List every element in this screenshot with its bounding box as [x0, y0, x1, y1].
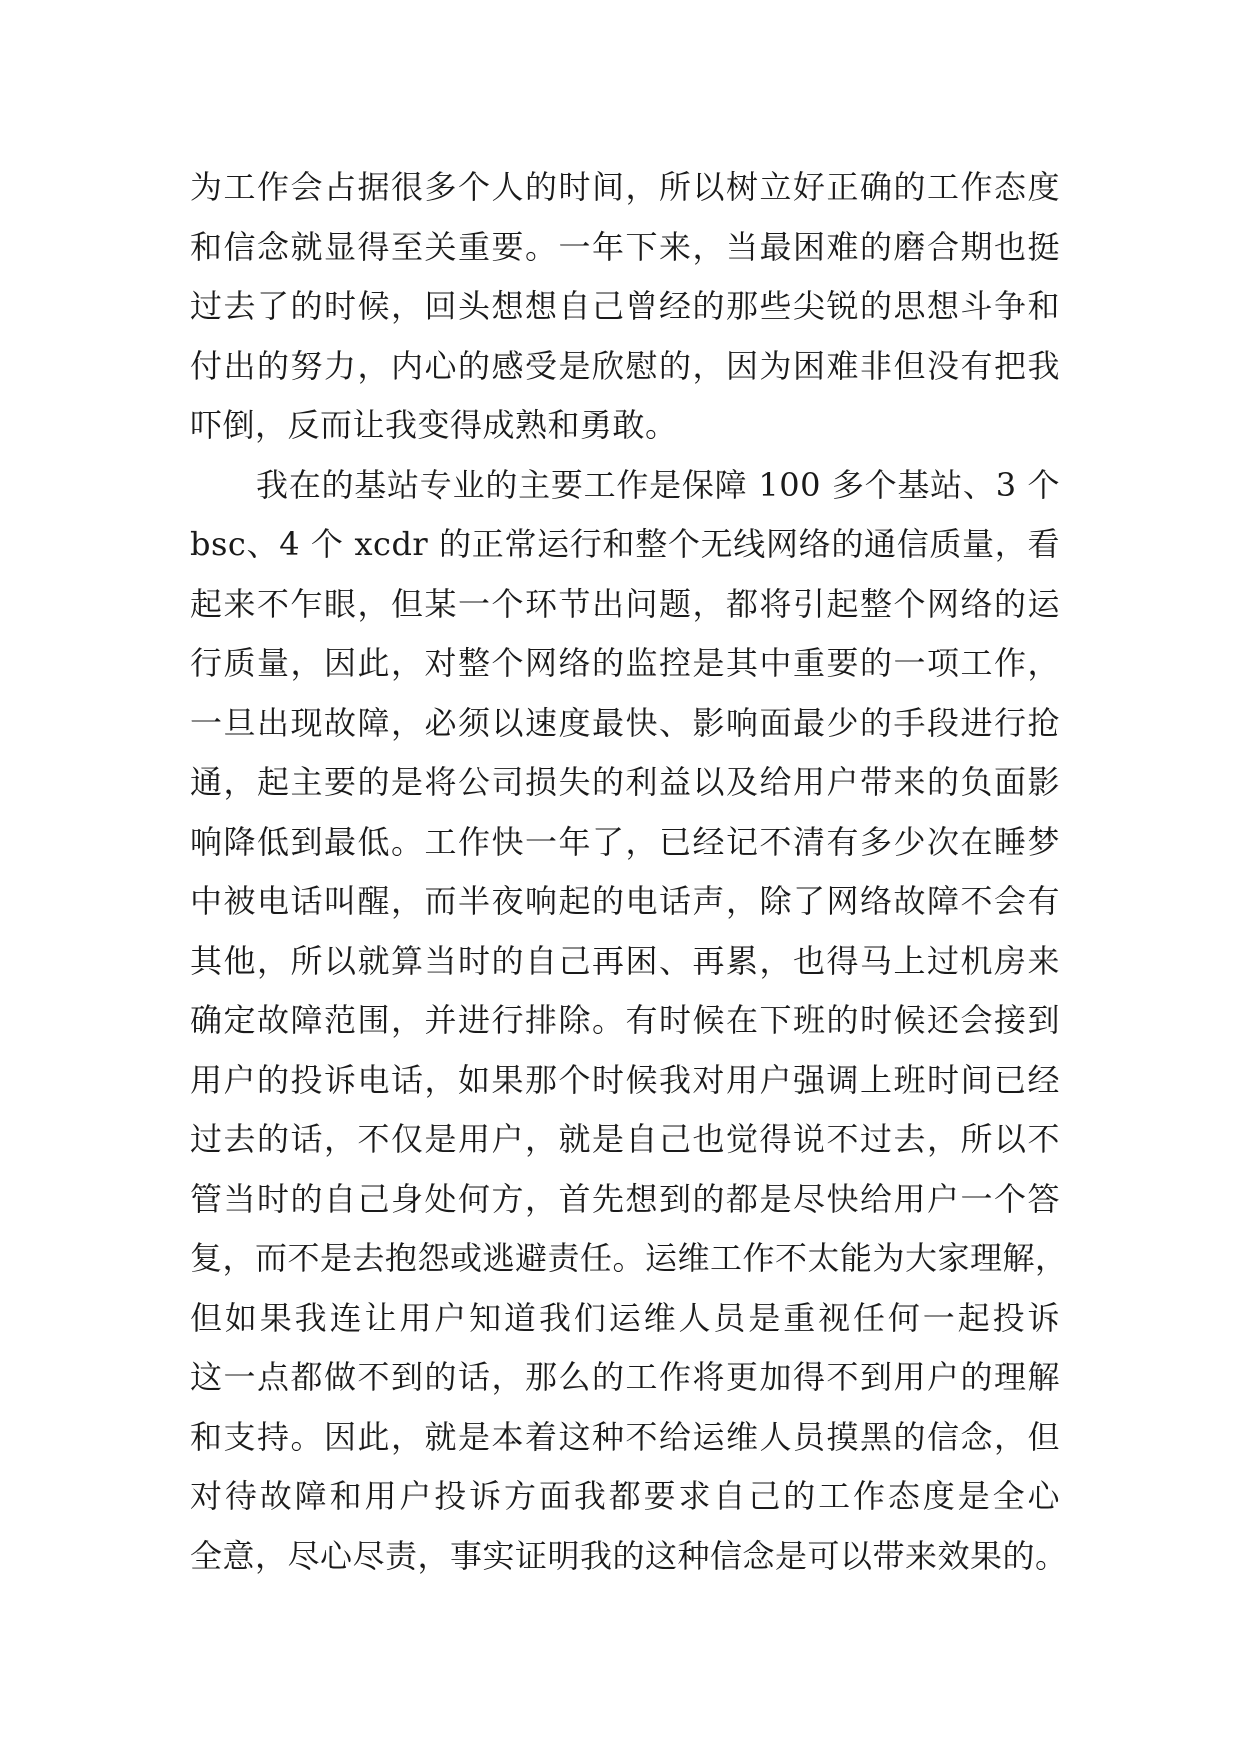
paragraph-end-line: 全意，尽心尽责，事实证明我的这种信念是可以带来效果的。 — [190, 1536, 1068, 1575]
text-line: 复，而不是去抱怨或逃避责任。运维工作不太能为大家理解， — [190, 1239, 1068, 1277]
text-line: 和支持。因此，就是本着这种不给运维人员摸黑的信念，但 — [190, 1417, 1060, 1456]
body-text — [190, 158, 1068, 1586]
text-line: 过去的话，不仅是用户，就是自己也觉得说不过去，所以不 — [190, 1120, 1060, 1158]
paragraph-start-line: 我在的基站专业的主要工作是保障 100 多个基站、3 个 — [256, 465, 1060, 504]
text-line: 用户的投诉电话，如果那个时候我对用户强调上班时间已经 — [190, 1060, 1060, 1099]
text-line: 和信念就显得至关重要。一年下来，当最困难的磨合期也挺 — [190, 227, 1060, 266]
text-line: 管当时的自己身处何方，首先想到的都是尽快给用户一个答 — [190, 1179, 1060, 1218]
text-line: 但如果我连让用户知道我们运维人员是重视任何一起投诉 — [190, 1298, 1060, 1337]
text-line: bsc、4 个 xcdr 的正常运行和整个无线网络的通信质量，看 — [190, 525, 1060, 563]
text-line: 行质量，因此，对整个网络的监控是其中重要的一项工作， — [190, 644, 1060, 682]
text-line: 一旦出现故障，必须以速度最快、影响面最少的手段进行抢 — [190, 703, 1060, 742]
text-line: 通，起主要的是将公司损失的利益以及给用户带来的负面影 — [190, 763, 1060, 801]
text-line: 为工作会占据很多个人的时间，所以树立好正确的工作态度 — [190, 168, 1060, 206]
text-line: 起来不乍眼，但某一个环节出问题，都将引起整个网络的运 — [190, 584, 1060, 623]
text-line: 响降低到最低。工作快一年了，已经记不清有多少次在睡梦 — [190, 822, 1060, 861]
text-line: 其他，所以就算当时的自己再困、再累，也得马上过机房来 — [190, 941, 1060, 980]
text-line: 确定故障范围，并进行排除。有时候在下班的时候还会接到 — [190, 1001, 1060, 1039]
text-line: 对待故障和用户投诉方面我都要求自己的工作态度是全心 — [190, 1477, 1060, 1515]
text-line: 付出的努力，内心的感受是欣慰的，因为困难非但没有把我 — [190, 346, 1060, 385]
paragraph-end-line: 吓倒，反而让我变得成熟和勇敢。 — [190, 406, 678, 444]
text-line: 过去了的时候，回头想想自己曾经的那些尖锐的思想斗争和 — [190, 287, 1060, 325]
text-line: 这一点都做不到的话，那么的工作将更加得不到用户的理解 — [190, 1358, 1060, 1396]
text-line: 中被电话叫醒，而半夜响起的电话声，除了网络故障不会有 — [190, 882, 1060, 920]
